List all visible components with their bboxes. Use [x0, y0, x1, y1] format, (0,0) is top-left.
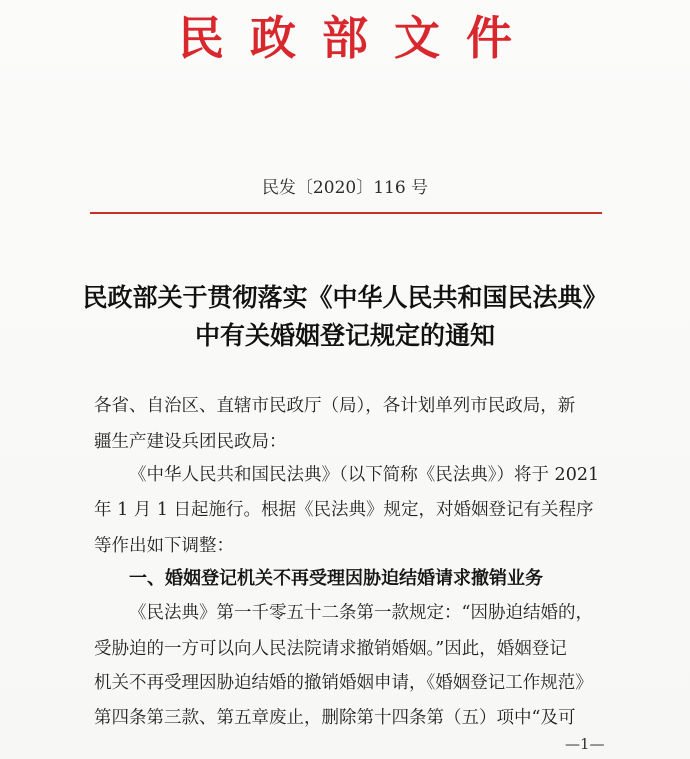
recipients-line-1: 各省、自治区、直辖市民政厅（局），各计划单列市民政局，新 [94, 396, 576, 416]
intro-line-2: 年 1 月 1 日起施行。根据《民法典》规定，对婚姻登记有关程序 [94, 500, 594, 520]
section-1-heading: 一、婚姻登记机关不再受理因胁迫结婚请求撤销业务 [129, 568, 543, 589]
intro-line-1: 《中华人民共和国民法典》（以下简称《民法典》）将于 2021 [129, 465, 600, 485]
page-number: —1— [565, 735, 605, 753]
document-title-line-1: 民政部关于贯彻落实《中华人民共和国民法典》 [82, 283, 608, 312]
recipients-line-2: 疆生产建设兵团民政局： [94, 432, 287, 452]
header-divider-rule [90, 212, 602, 214]
section-1-line-1: 《民法典》第一千零五十二条第一款规定：“因胁迫结婚的， [129, 603, 593, 623]
document-title-line-2: 中有关婚姻登记规定的通知 [194, 321, 495, 350]
section-1-line-2: 受胁迫的一方可以向人民法院请求撤销婚姻。”因此，婚姻登记 [94, 639, 567, 659]
section-1-line-4: 第四条第三款、第五章废止，删除第十四条第（五）项中“及可 [94, 708, 576, 728]
intro-line-3: 等作出如下调整： [94, 536, 234, 556]
document-number: 民发〔2020〕116 号 [261, 178, 429, 198]
section-1-line-3: 机关不再受理因胁迫结婚的撤销婚姻申请，《婚姻登记工作规范》 [94, 673, 593, 693]
issuing-authority-header: 民政部文件 [178, 11, 538, 65]
